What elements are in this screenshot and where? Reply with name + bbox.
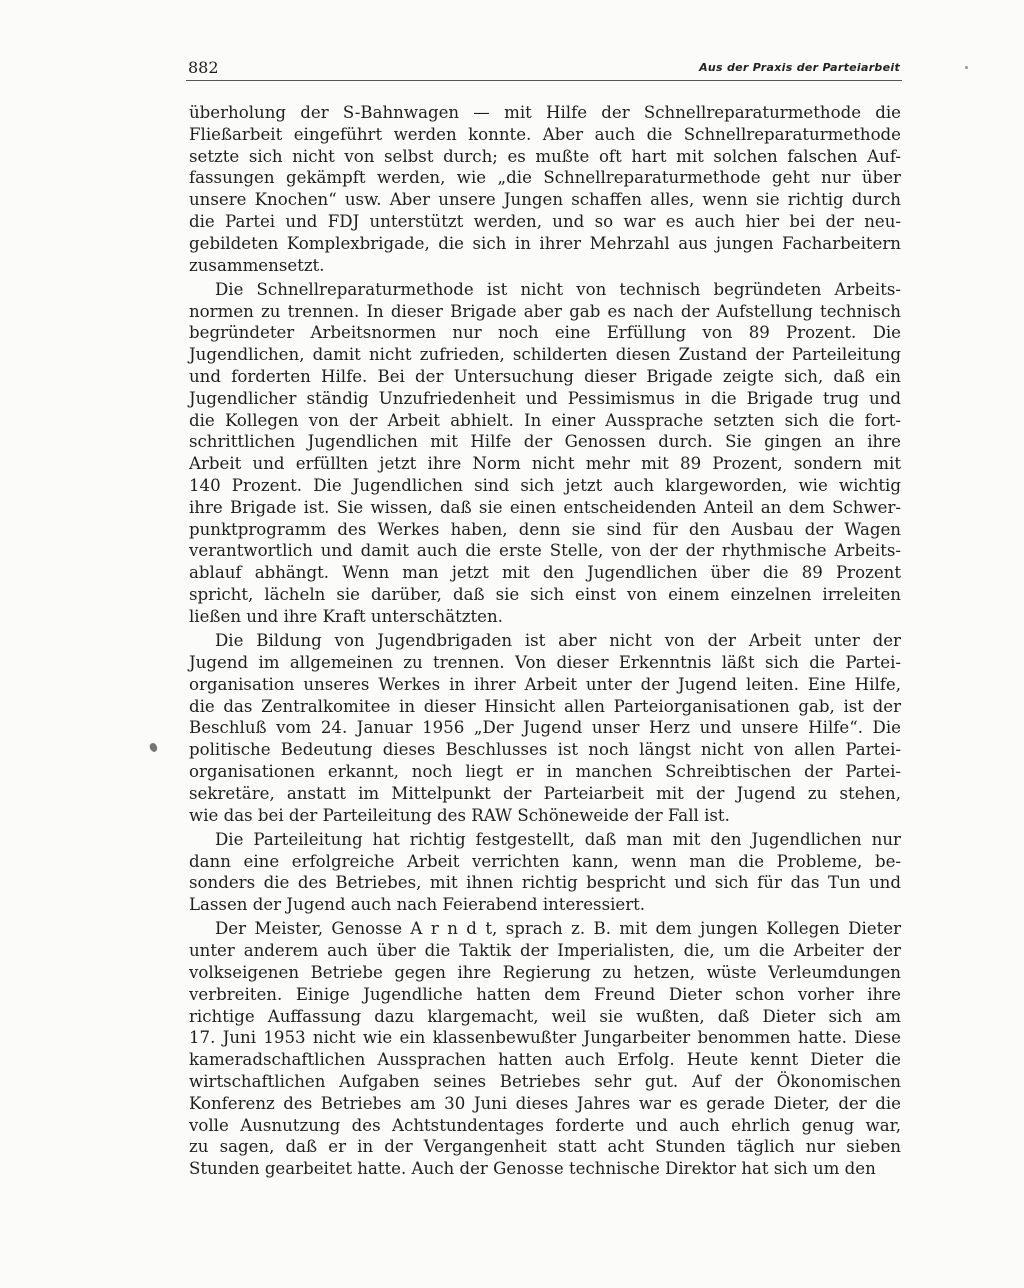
text-line: zusammensetzt. <box>189 255 325 275</box>
text-line: Konferenz des Betriebes am 30 Juni dieses Jahres war es gerade Dieter, der die <box>189 1093 901 1113</box>
text-line: Lassen der Jugend auch nach Feierabend interessiert. <box>189 895 646 915</box>
text-line: Beschluß vom 24. Januar 1956 „Der Jugend unser Herz und unsere Hilfe“. Die <box>189 718 901 738</box>
text-line: ablauf abhängt. Wenn man jetzt mit den Jugendlichen über die 89 Prozent <box>189 563 901 583</box>
page-number: 882 <box>188 58 219 77</box>
text-line: Die Schnellreparaturmethode ist nicht von technisch begründeten Arbeits- <box>215 279 901 299</box>
text-line: verbreiten. Einige Jugendliche hatten dem Freund Dieter schon vorher ihre <box>189 984 901 1004</box>
scan-mark <box>965 66 968 69</box>
text-line: die das Zentralkomitee in dieser Hinsicht allen Parteiorganisationen gab, ist der <box>189 696 901 716</box>
text-line: ihre Brigade ist. Sie wissen, daß sie einen entscheidenden Anteil an dem Schwer- <box>189 497 901 517</box>
text-line: 140 Prozent. Die Jugendlichen sind sich jetzt auch klargeworden, wie wichtig <box>189 476 901 496</box>
text-line: punktprogramm des Werkes haben, denn sie sind für den Ausbau der Wagen <box>189 519 901 539</box>
text-line: verantwortlich und damit auch die erste Stelle, von der der rhythmische Arbeits- <box>189 541 901 561</box>
text-line: kameradschaftlichen Aussprachen hatten auch Erfolg. Heute kennt Dieter die <box>189 1050 901 1070</box>
text-line: normen zu trennen. In dieser Brigade aber gab es nach der Aufstellung technisch <box>189 301 901 321</box>
paragraph <box>189 102 901 276</box>
text-line: die Partei und FDJ unterstützt werden, und so war es auch hier bei der neu- <box>189 211 901 231</box>
text-line: Arbeit und erfüllten jetzt ihre Norm nicht mehr mit 89 Prozent, sondern mit <box>189 454 901 474</box>
text-line: richtige Auffassung dazu klargemacht, weil sie wußten, daß Dieter sich am <box>189 1006 901 1026</box>
text-line: und forderten Hilfe. Bei der Untersuchung dieser Brigade zeigte sich, daß ein <box>189 367 901 387</box>
text-line: schrittlichen Jugendlichen mit Hilfe der Genossen durch. Sie gingen an ihre <box>189 432 901 452</box>
text-line: überholung der S-Bahnwagen — mit Hilfe der Schnellreparaturmethode die <box>189 103 901 122</box>
paragraph <box>189 279 901 628</box>
text-line: unter anderem auch über die Taktik der Imperialisten, die, um die Arbeiter der <box>189 941 901 961</box>
paragraph <box>189 630 901 826</box>
text-line: setzte sich nicht von selbst durch; es mußte oft hart mit solchen falschen Auf- <box>189 146 901 166</box>
text-line: organisation unseres Werkes in ihrer Arbeit unter der Jugend leiten. Eine Hilfe, <box>189 674 901 694</box>
text-line: Die Bildung von Jugendbrigaden ist aber nicht von der Arbeit unter der <box>215 631 901 651</box>
text-line: ließen und ihre Kraft unterschätzten. <box>189 606 503 626</box>
paragraph <box>189 829 901 916</box>
paragraph <box>189 918 901 1180</box>
text-line: Der Meister, Genosse A r n d t, sprach z. B. mit dem jungen Kollegen Dieter <box>215 919 901 939</box>
text-line: die Kollegen von der Arbeit abhielt. In einer Aussprache setzten sich die fort- <box>189 410 901 430</box>
text-line: fassungen gekämpft werden, wie „die Schnellreparaturmethode geht nur über <box>189 168 901 188</box>
text-line: Fließarbeit eingeführt werden konnte. Aber auch die Schnellreparaturmethode <box>189 124 901 144</box>
text-line: volle Ausnutzung des Achtstundentages forderte und auch ehrlich genug war, <box>189 1115 901 1135</box>
text-line: Stunden gearbeitet hatte. Auch der Genosse technische Direktor hat sich um den <box>189 1159 876 1179</box>
running-head: Aus der Praxis der Parteiarbeit <box>699 61 900 74</box>
text-line: organisationen erkannt, noch liegt er in manchen Schreibtischen der Partei- <box>189 761 901 781</box>
ink-blot <box>148 742 159 753</box>
text-line: volkseigenen Betriebe gegen ihre Regierung zu hetzen, wüste Verleumdungen <box>189 963 901 983</box>
text-line: zu sagen, daß er in der Vergangenheit statt acht Stunden täglich nur sieben <box>189 1137 901 1157</box>
page-header <box>186 58 902 81</box>
body-text <box>189 102 901 1183</box>
text-line: spricht, lächeln sie darüber, daß sie sich einst von einem einzelnen irreleiten <box>189 585 901 605</box>
text-line: politische Bedeutung dieses Beschlusses ist noch längst nicht von allen Partei- <box>189 740 901 760</box>
text-line: wie das bei der Parteileitung des RAW Schöneweide der Fall ist. <box>189 805 730 825</box>
text-line: 17. Juni 1953 nicht wie ein klassenbewußter Jungarbeiter benommen hatte. Diese <box>189 1028 901 1048</box>
text-line: begründeter Arbeitsnormen nur noch eine Erfüllung von 89 Prozent. Die <box>189 323 901 343</box>
text-line: sonders die des Betriebes, mit ihnen richtig bespricht und sich für das Tun und <box>189 873 901 893</box>
text-line: dann eine erfolgreiche Arbeit verrichten kann, wenn man die Probleme, be- <box>189 851 901 871</box>
text-line: wirtschaftlichen Aufgaben seines Betriebes sehr gut. Auf der Ökonomischen <box>189 1072 901 1092</box>
text-line: Jugendlichen, damit nicht zufrieden, schilderten diesen Zustand der Parteileitung <box>189 345 901 365</box>
text-line: unsere Knochen“ usw. Aber unsere Jungen schaffen alles, wenn sie richtig durch <box>189 190 901 210</box>
text-line: sekretäre, anstatt im Mittelpunkt der Parteiarbeit mit der Jugend zu stehen, <box>189 783 901 803</box>
text-line: gebildeten Komplexbrigade, die sich in ihrer Mehrzahl aus jungen Facharbeitern <box>189 233 901 253</box>
text-line: Die Parteileitung hat richtig festgestellt, daß man mit den Jugendlichen nur <box>215 829 901 849</box>
text-line: Jugendlicher ständig Unzufriedenheit und Pessimismus in die Brigade trug und <box>189 388 901 408</box>
text-line: Jugend im allgemeinen zu trennen. Von dieser Erkenntnis läßt sich die Partei- <box>189 652 901 672</box>
